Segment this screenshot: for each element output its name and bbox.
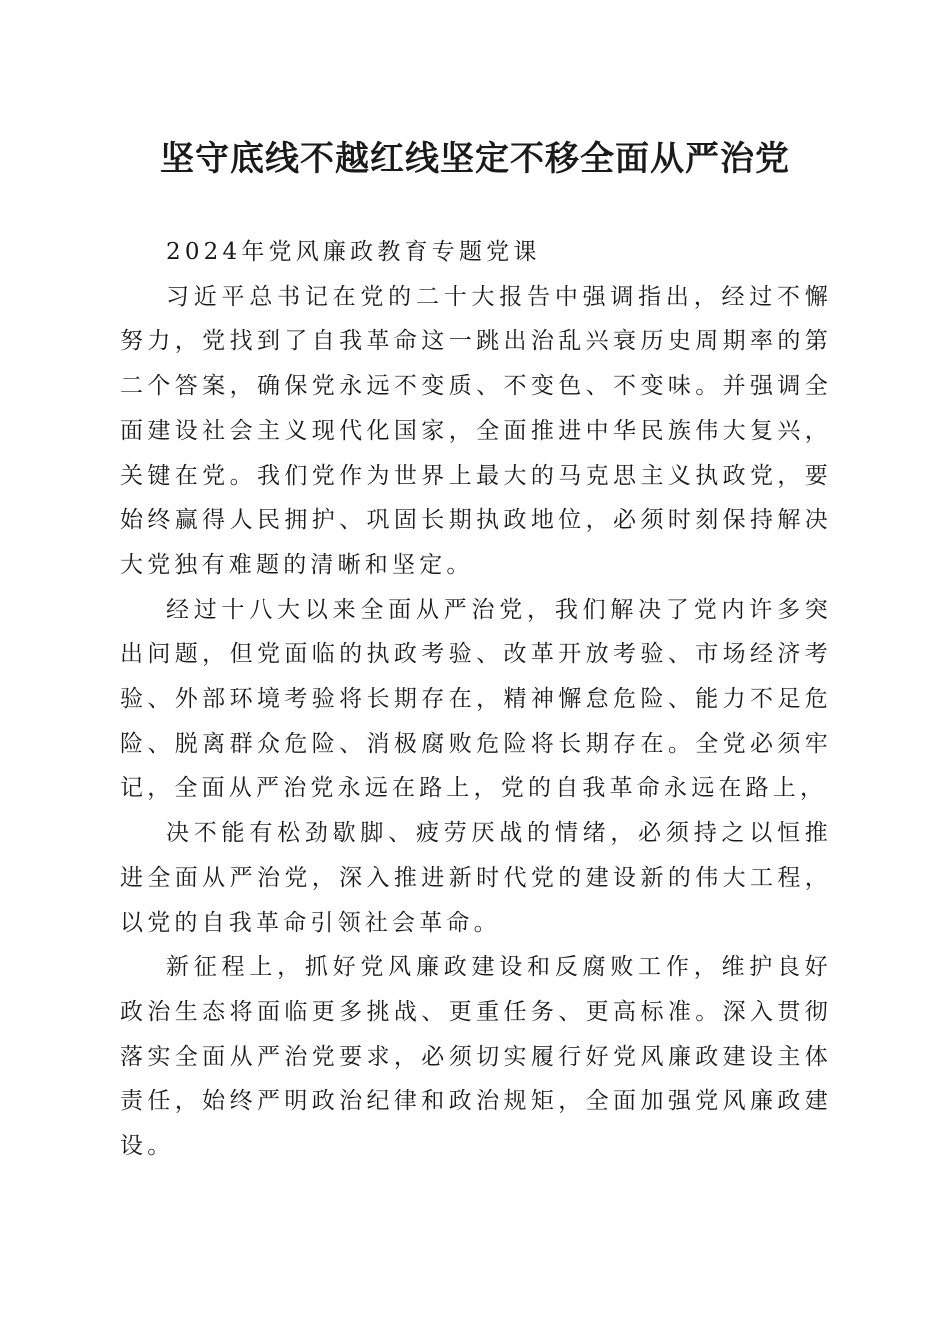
- document-subtitle: 2024年党风廉政教育专题党课: [166, 239, 541, 265]
- paragraph-4: 新征程上，抓好党风廉政建设和反腐败工作，维护良好政治生态将面临更多挑战、更重任务、更高标准。深入贯彻落实全面从严治党要求，必须切实履行好党风廉政建设主体责任，始终严明政治纪律和政治规矩，全面加强党风廉政建设。: [120, 954, 832, 1160]
- paragraph-2: 经过十八大以来全面从严治党，我们解决了党内许多突出问题，但党面临的执政考验、改革开放考验、市场经济考验、外部环境考验将长期存在，精神懈怠危险、能力不足危险、脱离群众危险、消极腐败危险将长期存在。全党必须牢记，全面从严治党永远在路上，党的自我革命永远在路上，: [120, 596, 832, 802]
- document-body: [120, 230, 832, 1169]
- paragraph-3: 决不能有松劲歇脚、疲劳厌战的情绪，必须持之以恒推进全面从严治党，深入推进新时代党的建设新的伟大工程，以党的自我革命引领社会革命。: [120, 820, 832, 936]
- paragraph-1: 习近平总书记在党的二十大报告中强调指出，经过不懈努力，党找到了自我革命这一跳出治乱兴衰历史周期率的第二个答案，确保党永远不变质、不变色、不变味。并强调全面建设社会主义现代化国家，全面推进中华民族伟大复兴，关键在党。我们党作为世界上最大的马克思主义执政党，要始终赢得人民拥护、巩固长期执政地位，必须时刻保持解决大党独有难题的清晰和坚定。: [120, 283, 832, 578]
- document-title: 坚守底线不越红线坚定不移全面从严治党: [160, 139, 790, 179]
